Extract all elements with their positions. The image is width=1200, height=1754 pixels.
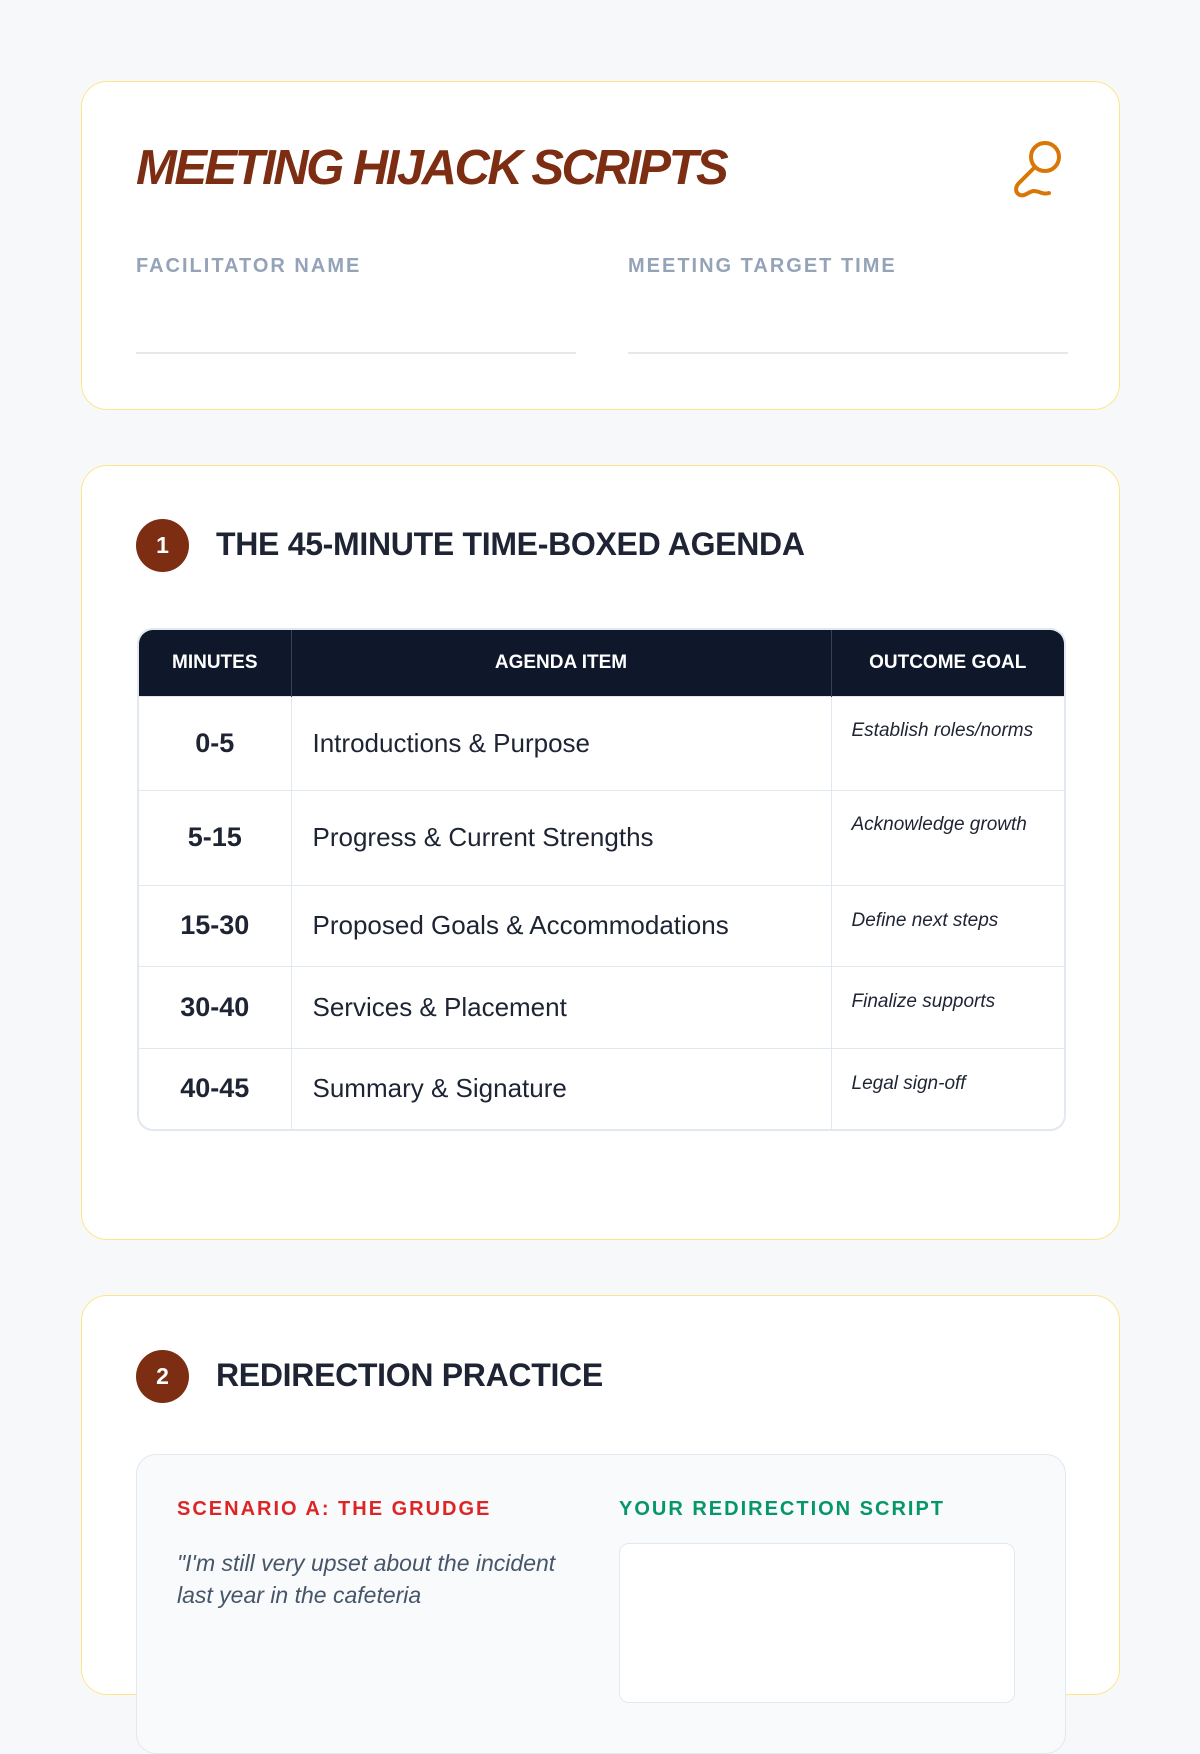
agenda-item-cell: Summary & Signature — [291, 1048, 831, 1129]
table-row — [139, 966, 1064, 1048]
scenario-panel — [136, 1454, 1066, 1754]
step-badge: 2 — [136, 1350, 189, 1403]
agenda-item-cell: Introductions & Purpose — [291, 696, 831, 790]
redirection-card — [81, 1295, 1120, 1695]
outcome-goal-cell: Establish roles/norms — [831, 696, 1064, 790]
redirection-script-label: YOUR REDIRECTION SCRIPT — [619, 1498, 946, 1520]
section-title: REDIRECTION PRACTICE — [216, 1357, 603, 1393]
microphone-icon — [1007, 137, 1067, 201]
outcome-goal-cell: Acknowledge growth — [831, 790, 1064, 885]
column-header-minutes: MINUTES — [139, 630, 291, 696]
outcome-goal-cell: Define next steps — [831, 885, 1064, 966]
facilitator-name-label: FACILITATOR NAME — [136, 255, 362, 277]
outcome-goal-cell: Finalize supports — [831, 966, 1064, 1048]
step-badge: 1 — [136, 519, 189, 572]
agenda-item-cell: Proposed Goals & Accommodations — [291, 885, 831, 966]
minutes-cell: 15-30 — [139, 885, 291, 966]
scenario-label: SCENARIO A: THE GRUDGE — [177, 1498, 492, 1520]
table-row — [139, 885, 1064, 966]
minutes-cell: 40-45 — [139, 1048, 291, 1129]
column-header-agenda-item: AGENDA ITEM — [291, 630, 831, 696]
table-header-row — [139, 630, 1064, 696]
section-title: THE 45-MINUTE TIME-BOXED AGENDA — [216, 526, 805, 562]
facilitator-name-field[interactable] — [136, 352, 576, 354]
table-row — [139, 696, 1064, 790]
meeting-target-time-label: MEETING TARGET TIME — [628, 255, 897, 277]
agenda-item-cell: Progress & Current Strengths — [291, 790, 831, 885]
minutes-cell: 30-40 — [139, 966, 291, 1048]
outcome-goal-cell: Legal sign-off — [831, 1048, 1064, 1129]
redirection-script-input[interactable] — [619, 1543, 1015, 1703]
table-row — [139, 790, 1064, 885]
minutes-cell: 0-5 — [139, 696, 291, 790]
agenda-card — [81, 465, 1120, 1240]
meeting-target-time-field[interactable] — [628, 352, 1068, 354]
column-header-outcome-goal: OUTCOME GOAL — [831, 630, 1064, 696]
scenario-quote: "I'm still very upset about the incident last year in the cafeteria — [177, 1550, 556, 1608]
header-card — [81, 81, 1120, 410]
page-title: MEETING HIJACK SCRIPTS — [136, 141, 727, 195]
table-row — [139, 1048, 1064, 1129]
agenda-item-cell: Services & Placement — [291, 966, 831, 1048]
minutes-cell: 5-15 — [139, 790, 291, 885]
agenda-table — [137, 628, 1066, 1131]
